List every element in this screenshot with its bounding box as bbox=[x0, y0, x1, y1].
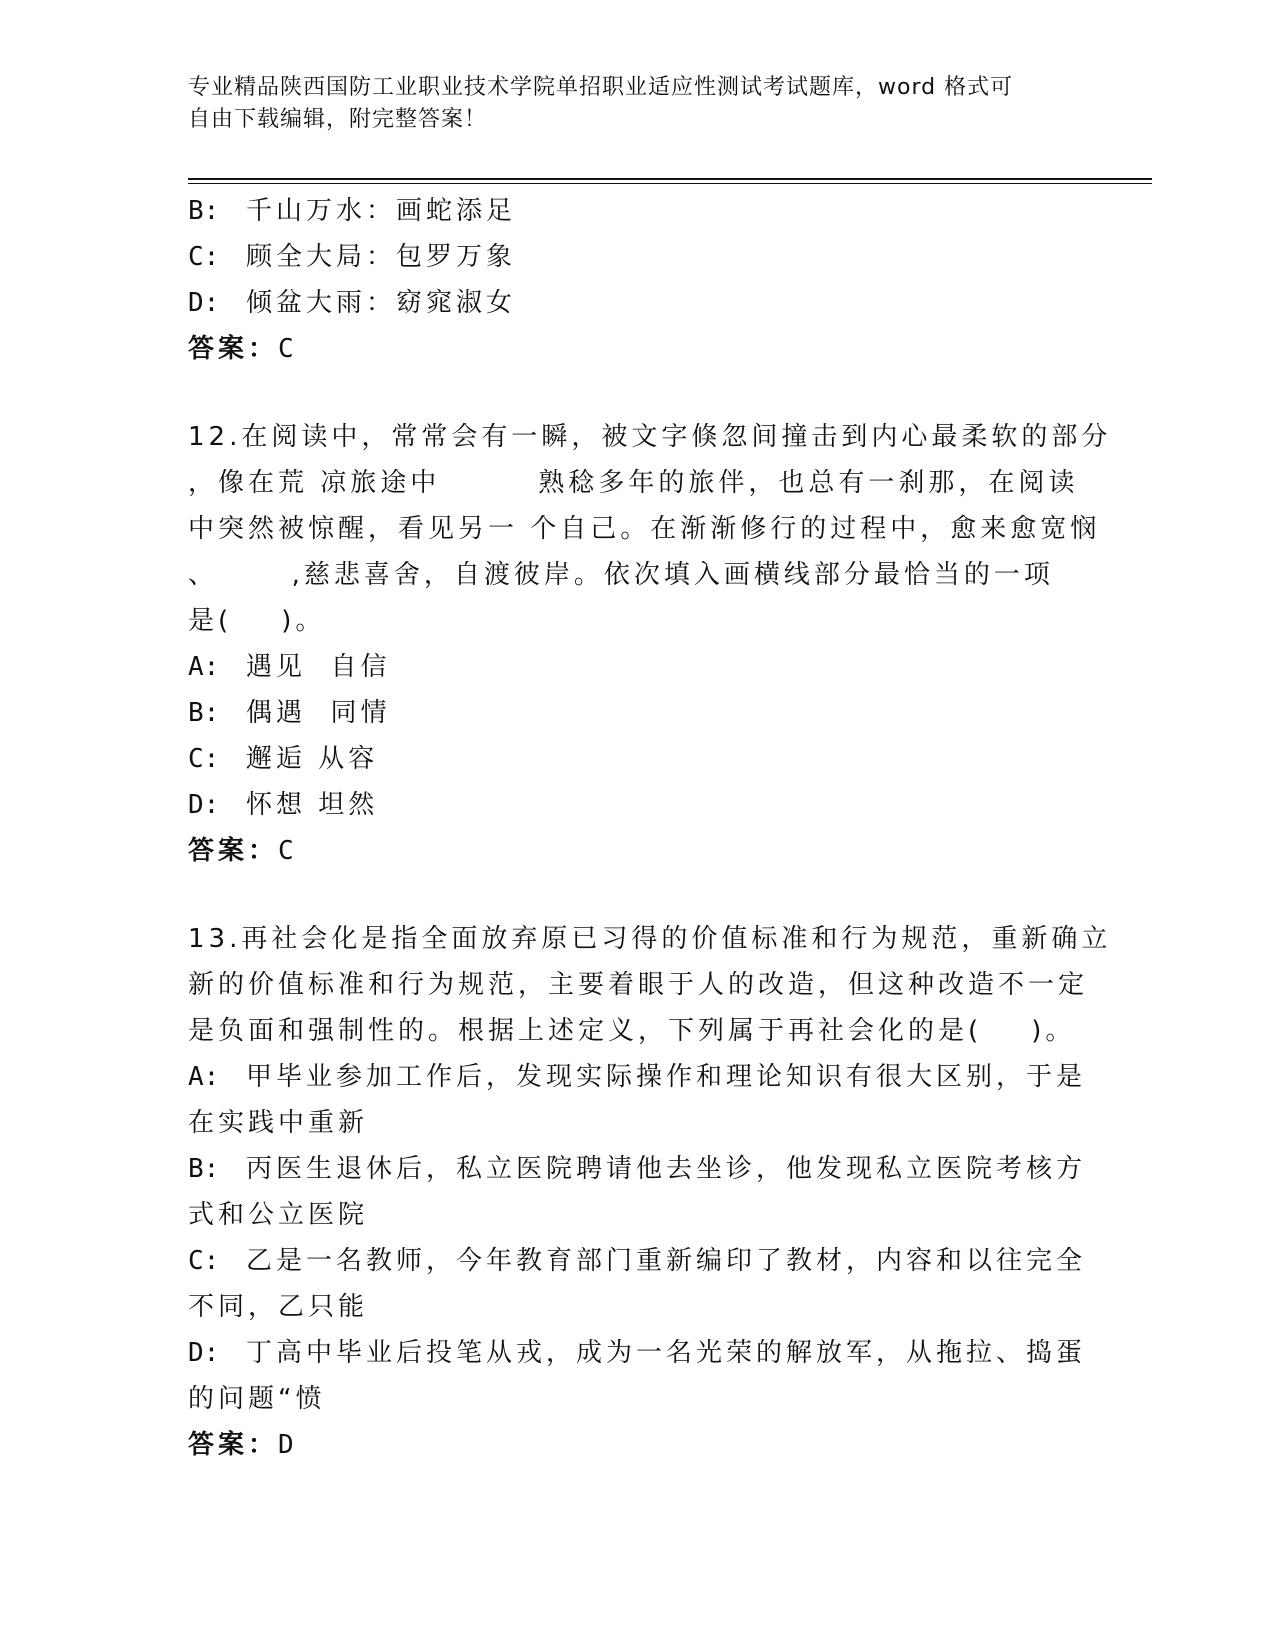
option-d bbox=[188, 1330, 1087, 1376]
option-text: 丙医生退休后，私立医院聘请他去坐诊，他发现私立医院考核方 bbox=[246, 1154, 1087, 1184]
option-letter: C: bbox=[188, 1246, 220, 1276]
option-text: 倾盆大雨：窈窕淑女 bbox=[246, 288, 517, 318]
header-line-2: 自由下载编辑，附完整答案！ bbox=[188, 107, 488, 132]
question-text-line: ，像在荒 凉旅途中 熟稔多年的旅伴，也总有一刹那，在阅读 bbox=[188, 468, 1079, 498]
option-text: 偶遇 同情 bbox=[246, 698, 391, 728]
option-text: 怀想 坦然 bbox=[246, 790, 379, 820]
header-line-1: 专业精品陕西国防工业职业技术学院单招职业适应性测试考试题库，word 格式可 bbox=[188, 75, 1014, 100]
option-letter: D: bbox=[188, 1338, 220, 1368]
option-a bbox=[188, 1054, 1087, 1100]
question-12 bbox=[188, 414, 1112, 874]
question-text-line: 、 ,慈悲喜舍，自渡彼岸。依次填入画横线部分最恰当的一项 bbox=[188, 560, 1054, 590]
answer-value: D bbox=[278, 1430, 298, 1460]
option-text: 乙是一名教师，今年教育部门重新编印了教材，内容和以往完全 bbox=[246, 1246, 1087, 1276]
question-13 bbox=[188, 916, 1112, 1468]
option-d bbox=[188, 280, 1078, 326]
spacer bbox=[188, 874, 1078, 916]
question-content bbox=[188, 188, 1112, 1468]
option-text: 顾全大局：包罗万象 bbox=[246, 242, 517, 272]
option-text: 遇见 自信 bbox=[246, 652, 391, 682]
answer-label: 答案： bbox=[188, 836, 279, 866]
option-continuation: 在实践中重新 bbox=[188, 1108, 369, 1138]
answer-line bbox=[188, 326, 1078, 372]
option-text: 邂逅 从容 bbox=[246, 744, 379, 774]
header-divider-thick bbox=[188, 178, 1152, 180]
question-text-line: 是( )。 bbox=[188, 606, 326, 636]
option-continuation: 式和公立医院 bbox=[188, 1200, 369, 1230]
option-letter: A: bbox=[188, 1062, 220, 1092]
question-text-line: 中突然被惊醒，看见另一 个自己。在渐渐修行的过程中，愈来愈宽悯 bbox=[188, 514, 1101, 544]
answer-line bbox=[188, 1422, 1078, 1468]
option-text: 甲毕业参加工作后，发现实际操作和理论知识有很大区别，于是 bbox=[246, 1062, 1087, 1092]
option-letter: B: bbox=[188, 698, 220, 728]
option-letter: B: bbox=[188, 196, 220, 226]
option-c bbox=[188, 234, 1078, 280]
option-letter: D: bbox=[188, 288, 220, 318]
answer-value: C bbox=[278, 334, 298, 364]
option-c bbox=[188, 736, 1078, 782]
option-c bbox=[188, 1238, 1087, 1284]
question-text-line: 13.再社会化是指全面放弃原已习得的价值标准和行为规范，重新确立 bbox=[188, 924, 1112, 954]
option-letter: A: bbox=[188, 652, 220, 682]
question-11 bbox=[188, 188, 1078, 372]
header-divider-thin bbox=[188, 183, 1152, 184]
option-letter: B: bbox=[188, 1154, 220, 1184]
option-letter: C: bbox=[188, 744, 220, 774]
option-b bbox=[188, 1146, 1087, 1192]
question-text-line: 新的价值标准和行为规范，主要着眼于人的改造，但这种改造不一定 bbox=[188, 970, 1089, 1000]
spacer bbox=[188, 372, 1078, 414]
option-continuation: 的问题“愤 bbox=[188, 1384, 326, 1414]
answer-line bbox=[188, 828, 1078, 874]
option-a bbox=[188, 644, 1078, 690]
option-letter: D: bbox=[188, 790, 220, 820]
answer-label: 答案： bbox=[188, 1430, 279, 1460]
option-continuation: 不同，乙只能 bbox=[188, 1292, 369, 1322]
answer-value: C bbox=[278, 836, 298, 866]
option-text: 千山万水：画蛇添足 bbox=[246, 196, 517, 226]
answer-label: 答案： bbox=[188, 334, 279, 364]
page-header bbox=[188, 72, 1068, 136]
question-text-line: 是负面和强制性的。根据上述定义，下列属于再社会化的是( )。 bbox=[188, 1016, 1076, 1046]
option-b bbox=[188, 690, 1078, 736]
question-text-line: 12.在阅读中，常常会有一瞬，被文字倏忽间撞击到内心最柔软的部分 bbox=[188, 422, 1112, 452]
option-text: 丁高中毕业后投笔从戎，成为一名光荣的解放军，从拖拉、捣蛋 bbox=[246, 1338, 1087, 1368]
option-letter: C: bbox=[188, 242, 220, 272]
option-d bbox=[188, 782, 1078, 828]
option-b bbox=[188, 188, 1078, 234]
